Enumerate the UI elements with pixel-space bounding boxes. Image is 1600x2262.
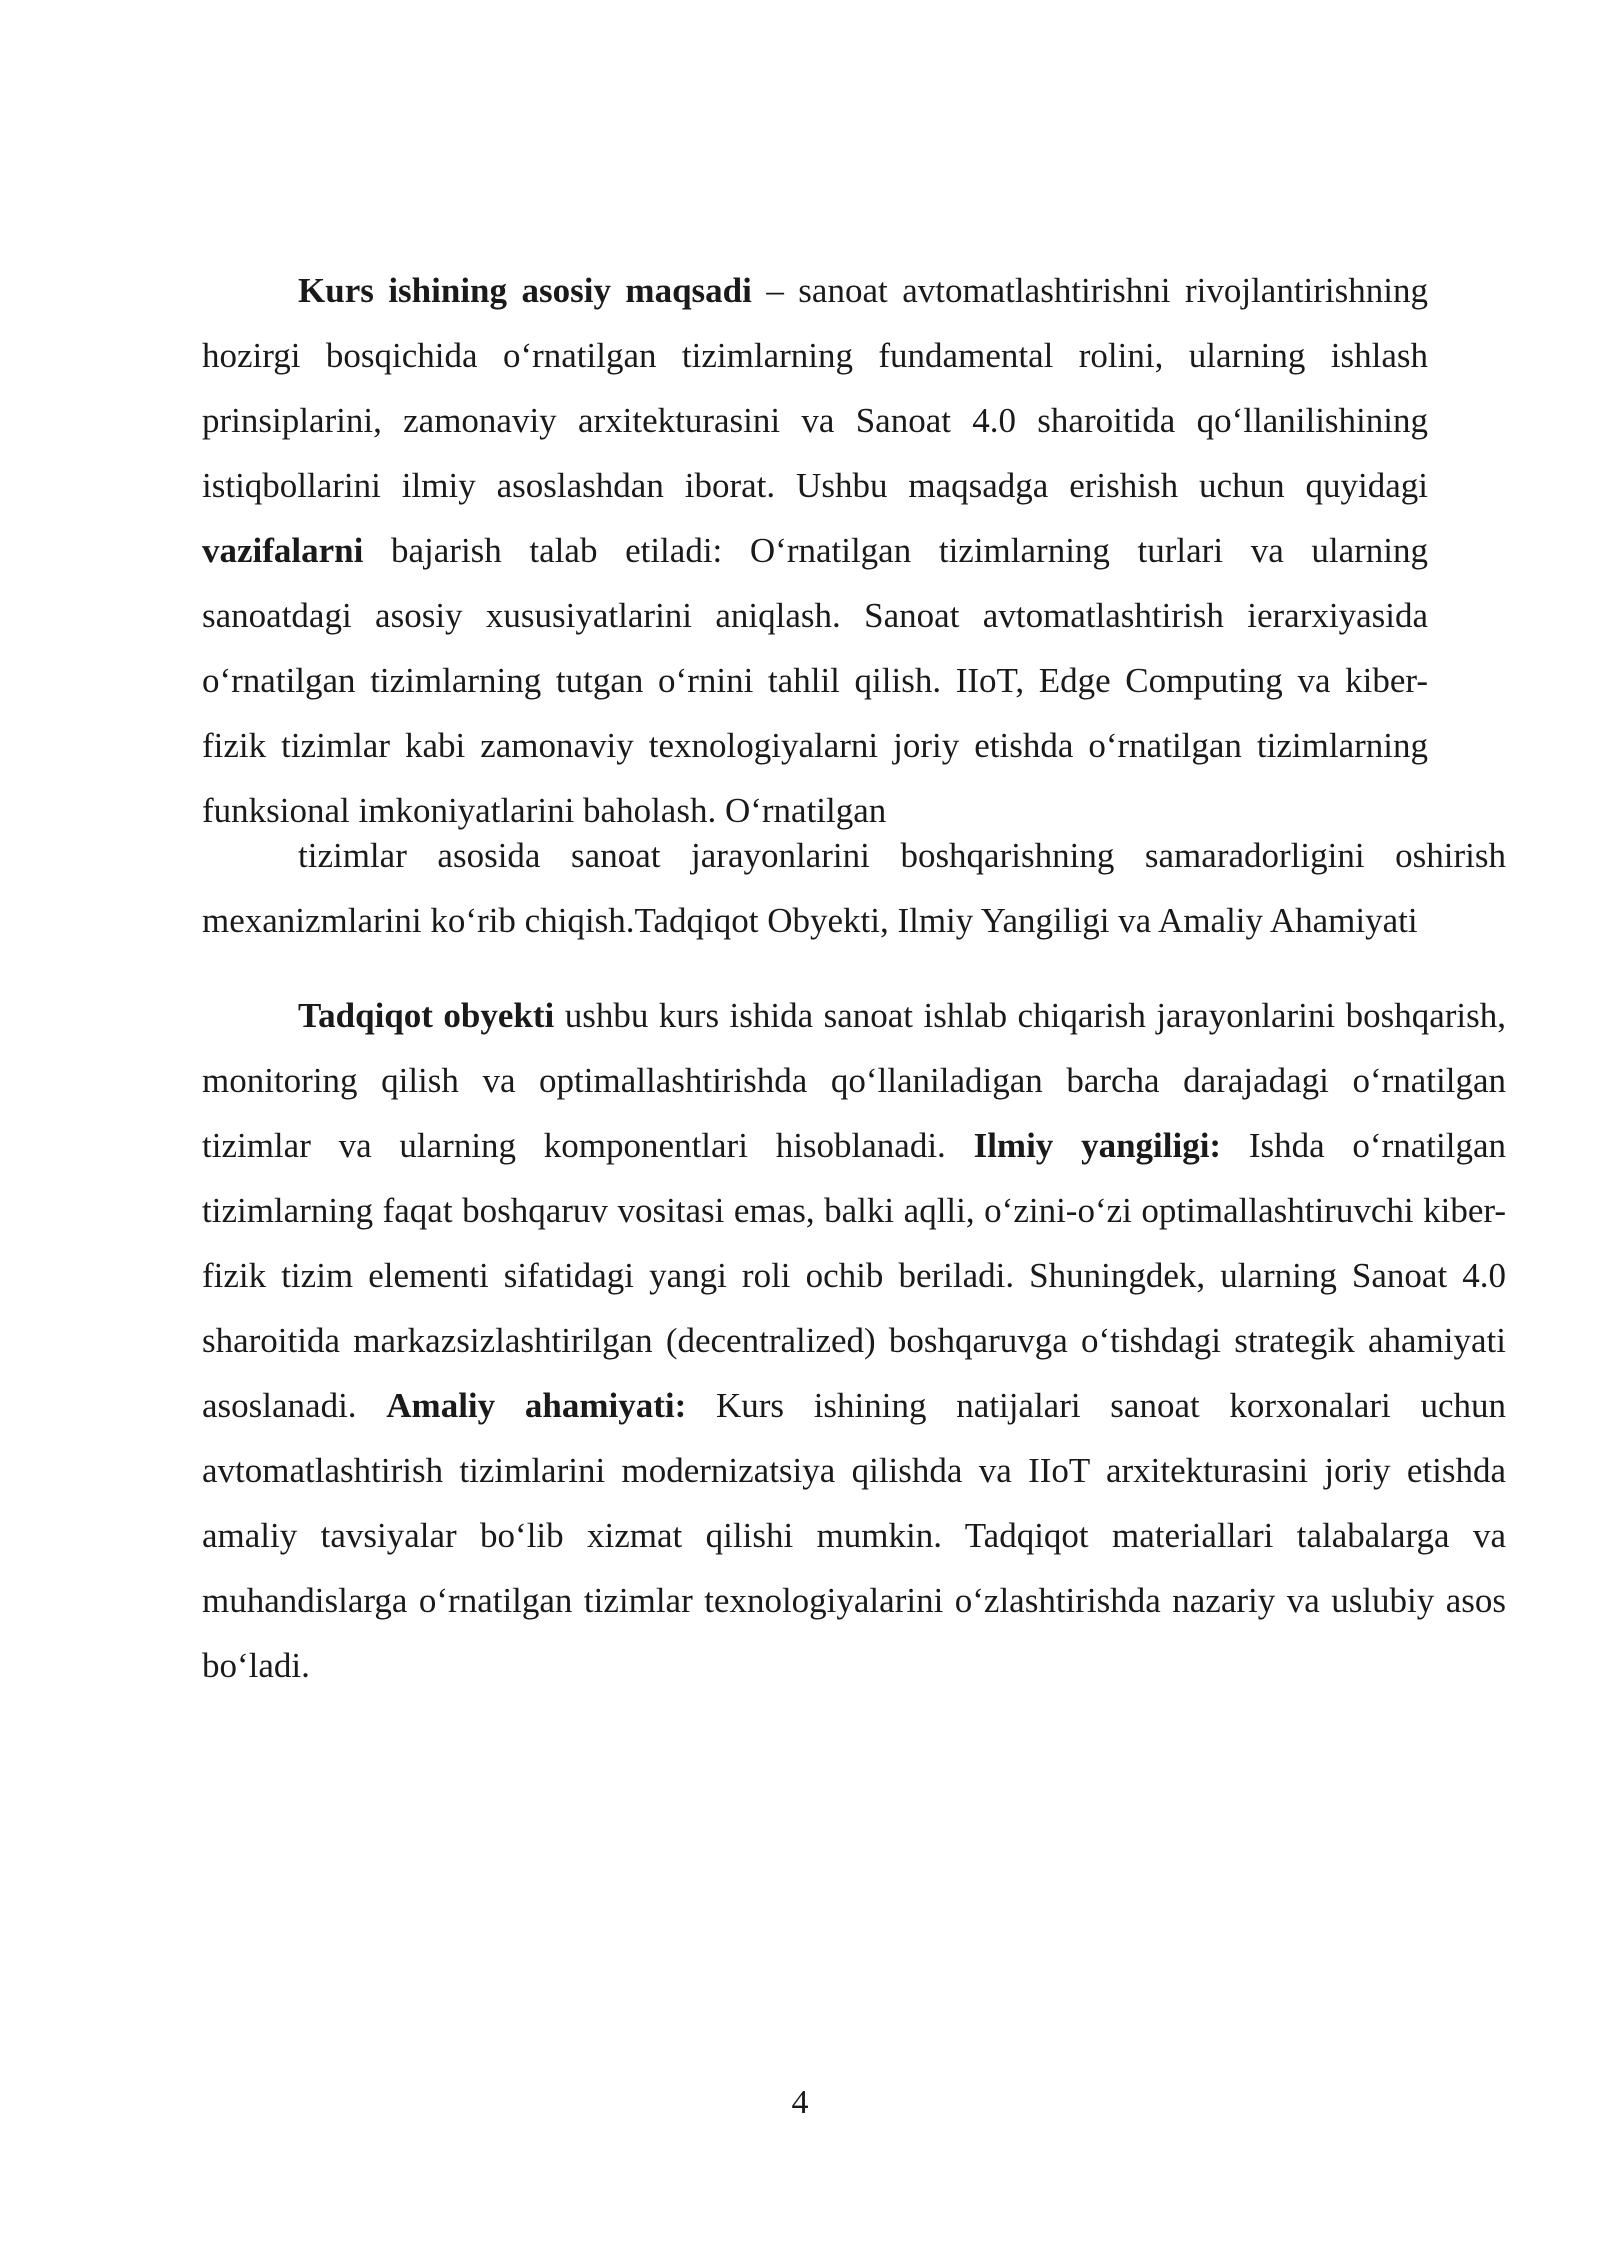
scientific-novelty-heading: Ilmiy yangiligi:	[973, 1126, 1222, 1165]
research-object-text: ushbu kurs ishida sanoat ishlab chiqarish jarayonlarini boshqarish, monitoring qilish va optimallashtirishda qo‘llaniladigan barcha darajadagi o‘rnatilgan tizimlar va ularning komponentlari hisoblanadi.	[202, 996, 1506, 1165]
tasks-text: bajarish talab etiladi: O‘rnatilgan tizimlarning turlari va ularning sanoatdagi asosiy xususiyatlarini aniqlash. Sanoat avtomatlashtirish ierarxiyasida o‘rnatilgan tizimlarning tutgan o‘rnini tahlil qilish. IIoT, Edge Computing va kiber-fizik tizimlar kabi zamonaviy texnologiyalarni joriy etishda o‘rnatilgan tizimlarning funksional imkoniyatlarini baholash. O‘rnatilgan	[202, 531, 1428, 830]
paragraph-continuation	[202, 823, 1506, 953]
continuation-text: tizimlar asosida sanoat jarayonlarini boshqarishning samaradorligini oshirish mexanizmlarini ko‘rib chiqish.Tadqiqot Obyekti, Ilmiy Yangiligi va Amaliy Ahamiyati	[202, 836, 1506, 940]
tasks-keyword: vazifalarni	[202, 531, 364, 570]
paragraph-goal	[202, 258, 1428, 843]
goal-text: – sanoat avtomatlashtirishni rivojlantirishning hozirgi bosqichida o‘rnatilgan tizimlarning fundamental rolini, ularning ishlash prinsiplarini, zamonaviy arxitekturasini va Sanoat 4.0 sharoitida qo‘llanilishining istiqbollarini ilmiy asoslashdan iborat. Ushbu maqsadga erishish uchun quyidagi	[202, 271, 1428, 505]
page-number: 4	[791, 2084, 809, 2121]
practical-significance-heading: Amaliy ahamiyati:	[386, 1386, 687, 1425]
scientific-novelty-text: Ishda o‘rnatilgan tizimlarning faqat boshqaruv vositasi emas, balki aqlli, o‘zini-o‘zi optimallashtiruvchi kiber-fizik tizim elementi sifatidagi yangi roli ochib beriladi. Shuningdek, ularning Sanoat 4.0 sharoitida markazsizlashtirilgan (decentralized) boshqaruvga o‘tishdagi strategik ahamiyati asoslanadi.	[202, 1126, 1506, 1425]
research-object-heading: Tadqiqot obyekti	[298, 996, 555, 1035]
practical-significance-text: Kurs ishining natijalari sanoat korxonalari uchun avtomatlashtirish tizimlarini modernizatsiya qilishda va IIoT arxitekturasini joriy etishda amaliy tavsiyalar bo‘lib xizmat qilishi mumkin. Tadqiqot materiallari talabalarga va muhandislarga o‘rnatilgan tizimlar texnologiyalarini o‘zlashtirishda nazariy va uslubiy asos bo‘ladi.	[202, 1386, 1506, 1685]
goal-heading: Kurs ishining asosiy maqsadi	[298, 271, 752, 310]
paragraph-research-object	[202, 983, 1506, 1698]
